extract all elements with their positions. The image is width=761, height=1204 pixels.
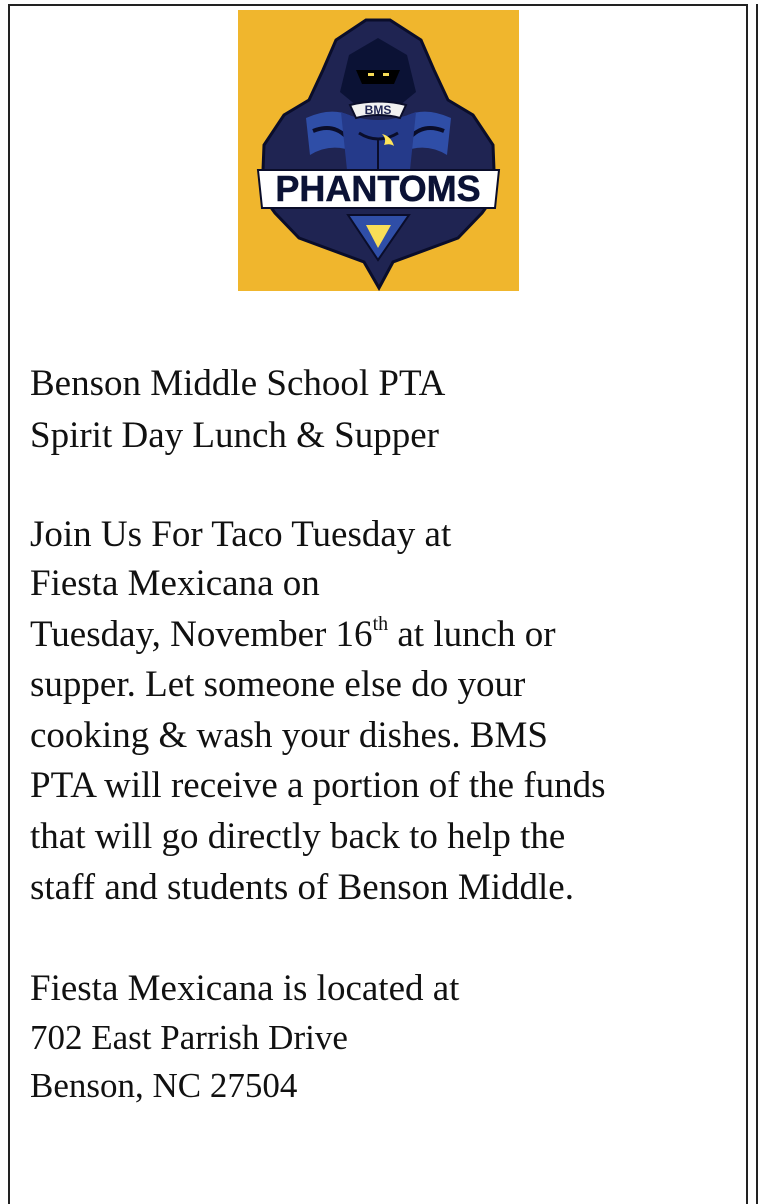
body-line-5: cooking & wash your dishes. BMS — [30, 715, 548, 756]
city-state-zip: Benson, NC 27504 — [30, 1066, 298, 1105]
body-date-main: Tuesday, November 16 — [30, 614, 373, 655]
street-address: 702 East Parrish Drive — [30, 1018, 348, 1057]
body-line-7: that will go directly back to help the — [30, 816, 566, 857]
body-line-2: Fiesta Mexicana on — [30, 563, 320, 604]
address-intro: Fiesta Mexicana is located at — [30, 968, 460, 1009]
body-date-tail: at lunch or — [388, 614, 556, 655]
phantoms-logo — [238, 10, 519, 291]
body-line-4: supper. Let someone else do your — [30, 664, 526, 705]
body-line-1: Join Us For Taco Tuesday at — [30, 514, 452, 555]
pta-title: Benson Middle School PTA — [30, 363, 446, 404]
phantoms-mascot-image — [238, 10, 519, 291]
event-subtitle: Spirit Day Lunch & Supper — [30, 415, 440, 456]
body-line-6: PTA will receive a portion of the funds — [30, 765, 606, 806]
body-line-8: staff and students of Benson Middle. — [30, 867, 574, 908]
bms-badge-text: BMS — [364, 103, 392, 117]
frame-right-edge — [756, 4, 758, 1204]
phantoms-wordmark: PHANTOMS — [275, 168, 481, 209]
body-date-suffix: th — [372, 613, 389, 635]
body-line-3 — [30, 609, 556, 660]
